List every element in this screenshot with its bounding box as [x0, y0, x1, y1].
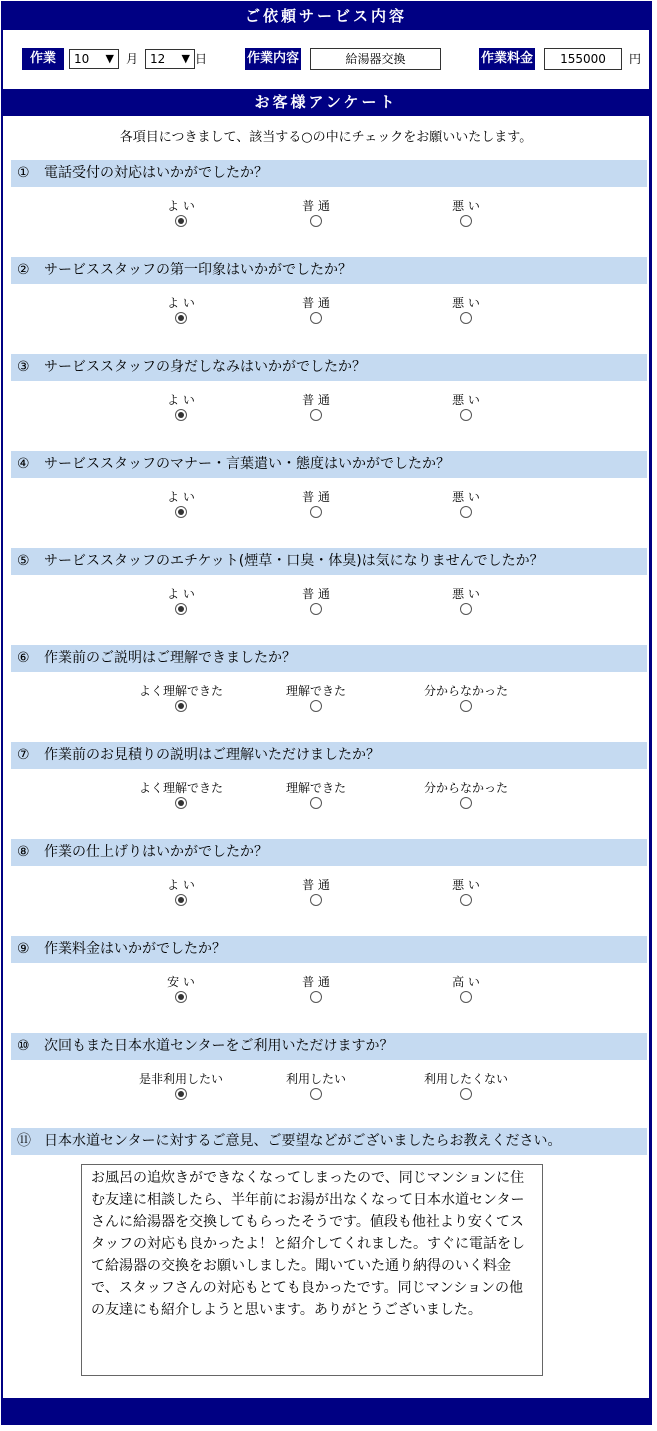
question-2-option-1[interactable]	[121, 295, 241, 327]
question-number: ④	[17, 456, 30, 472]
day-select[interactable]	[145, 49, 195, 69]
radio-button[interactable]	[310, 894, 322, 906]
question-10-option-1[interactable]	[121, 1071, 241, 1103]
survey-intro: 各項目につきまして、該当する○の中にチェックをお願いいたします。	[119, 130, 533, 145]
question-4-option-2[interactable]	[256, 489, 376, 521]
question-10-bar	[11, 1033, 647, 1060]
day-unit: 日	[195, 52, 208, 66]
question-4-bar	[11, 451, 647, 478]
question-2-bar	[11, 257, 647, 284]
question-text: サービススタッフの身だしなみはいかがでしたか？	[44, 359, 366, 375]
question-5-option-1[interactable]	[121, 586, 241, 618]
question-number: ⑩	[17, 1038, 30, 1054]
radio-button[interactable]	[310, 506, 322, 518]
survey-form	[1, 1, 652, 1425]
question-7-option-2[interactable]	[256, 780, 376, 812]
question-1-option-2[interactable]	[256, 198, 376, 230]
content-field[interactable]: 給湯器交換	[310, 48, 441, 70]
option-label: よく理解できた	[138, 781, 223, 795]
question-number: ⑨	[17, 941, 30, 957]
question-text: サービススタッフの第一印象はいかがでしたか？	[44, 262, 352, 278]
question-number: ①	[17, 165, 30, 181]
option-label: 悪 い	[452, 296, 480, 310]
question-9-option-3[interactable]	[406, 974, 526, 1006]
date-label: 作業日	[22, 48, 64, 70]
option-label: よ い	[167, 587, 195, 601]
comment-textarea[interactable]: お風呂の追炊きができなくなってしまったので、同じマンションに住む友達に相談したら、半年前にお湯が出なくなって日本水道センターさんに給湯器を交換してもらったそうです。値段も他社より安くてスタッフの対応も良かったよ！と紹介してくれました。すぐに電話をして給湯器の交換をお願いしました。聞いていた通り納得のいく料金で、スタッフさんの対応もとても良かったです。同じマンションの他の友達にも紹介しようと思います。ありがとうございました。	[81, 1164, 543, 1376]
question-6-option-1[interactable]	[121, 683, 241, 715]
option-label: 普 通	[302, 878, 330, 892]
month-select[interactable]	[69, 49, 119, 69]
question-text: 作業前のご説明はご理解できましたか？	[44, 650, 296, 666]
question-5-option-2[interactable]	[256, 586, 376, 618]
radio-button[interactable]	[310, 215, 322, 227]
question-11-bar	[11, 1128, 647, 1155]
question-number: ③	[17, 359, 30, 375]
question-text: 作業の仕上げりはいかがでしたか？	[44, 844, 268, 860]
question-6-bar	[11, 645, 647, 672]
option-label: 理解できた	[285, 781, 346, 795]
question-text: サービススタッフのマナー・言葉遣い・態度はいかがでしたか？	[44, 456, 450, 472]
question-5-bar	[11, 548, 647, 575]
option-label: 高 い	[452, 975, 480, 989]
question-1-bar	[11, 160, 647, 187]
radio-button[interactable]	[460, 603, 472, 615]
question-3-option-3[interactable]	[406, 392, 526, 424]
question-7-option-3[interactable]	[406, 780, 526, 812]
question-7-option-1[interactable]	[121, 780, 241, 812]
option-label: 悪 い	[452, 393, 480, 407]
fee-field[interactable]: 155000	[544, 48, 622, 70]
radio-button[interactable]	[310, 409, 322, 421]
option-label: よ い	[167, 878, 195, 892]
radio-button[interactable]	[460, 409, 472, 421]
option-label: 普 通	[302, 587, 330, 601]
option-label: よ い	[167, 490, 195, 504]
radio-button[interactable]	[310, 312, 322, 324]
option-label: 普 通	[302, 296, 330, 310]
radio-button[interactable]	[310, 1088, 322, 1100]
question-8-option-1[interactable]	[121, 877, 241, 909]
radio-button[interactable]	[175, 1088, 187, 1100]
option-label: 普 通	[302, 975, 330, 989]
option-label: 是非利用したい	[138, 1072, 223, 1086]
radio-button[interactable]	[175, 991, 187, 1003]
option-label: 悪 い	[452, 490, 480, 504]
content-label: 作業内容	[245, 48, 301, 70]
radio-button[interactable]	[310, 700, 322, 712]
question-8-option-3[interactable]	[406, 877, 526, 909]
question-10-option-2[interactable]	[256, 1071, 376, 1103]
fee-label: 作業料金	[479, 48, 535, 70]
day-value: 12	[150, 52, 166, 66]
question-1-option-3[interactable]	[406, 198, 526, 230]
radio-button[interactable]	[460, 991, 472, 1003]
question-text: 電話受付の対応はいかがでしたか？	[44, 165, 268, 181]
option-label: よ い	[167, 393, 195, 407]
radio-button[interactable]	[175, 700, 187, 712]
option-label: 安 い	[167, 975, 195, 989]
question-3-bar	[11, 354, 647, 381]
question-6-option-2[interactable]	[256, 683, 376, 715]
radio-button[interactable]	[460, 797, 472, 809]
option-label: 普 通	[302, 393, 330, 407]
radio-button[interactable]	[175, 603, 187, 615]
fee-unit: 円	[629, 52, 642, 66]
question-4-option-3[interactable]	[406, 489, 526, 521]
question-5-option-3[interactable]	[406, 586, 526, 618]
dropdown-arrow-icon: ▼	[105, 52, 114, 65]
option-label: 分からなかった	[423, 781, 508, 795]
question-9-option-1[interactable]	[121, 974, 241, 1006]
question-3-option-2[interactable]	[256, 392, 376, 424]
radio-button[interactable]	[175, 894, 187, 906]
option-label: よく理解できた	[138, 684, 223, 698]
radio-button[interactable]	[310, 991, 322, 1003]
option-label: 悪 い	[452, 587, 480, 601]
question-8-bar	[11, 839, 647, 866]
question-2-option-2[interactable]	[256, 295, 376, 327]
radio-button[interactable]	[175, 215, 187, 227]
radio-button[interactable]	[175, 506, 187, 518]
question-text: サービススタッフのエチケット(煙草・口臭・体臭)は気になりませんでしたか？	[44, 553, 544, 569]
question-text: 日本水道センターに対するご意見、ご要望などがございましたらお教えください。	[44, 1133, 562, 1149]
option-label: 理解できた	[285, 684, 346, 698]
question-6-option-3[interactable]	[406, 683, 526, 715]
service-header: ご依頼サービス内容	[3, 3, 649, 30]
radio-button[interactable]	[310, 797, 322, 809]
month-unit: 月	[126, 52, 139, 66]
option-label: よ い	[167, 199, 195, 213]
radio-button[interactable]	[175, 409, 187, 421]
option-label: 分からなかった	[423, 684, 508, 698]
question-number: ②	[17, 262, 30, 278]
question-3-option-1[interactable]	[121, 392, 241, 424]
radio-button[interactable]	[310, 603, 322, 615]
question-number: ⑪	[17, 1133, 31, 1149]
option-label: 利用したくない	[423, 1072, 508, 1086]
radio-button[interactable]	[175, 312, 187, 324]
option-label: 普 通	[302, 199, 330, 213]
radio-button[interactable]	[460, 700, 472, 712]
question-8-option-2[interactable]	[256, 877, 376, 909]
radio-button[interactable]	[460, 1088, 472, 1100]
month-value: 10	[74, 52, 90, 66]
option-label: 利用したい	[285, 1072, 346, 1086]
survey-header: お客様アンケート	[3, 89, 649, 116]
question-1-option-1[interactable]	[121, 198, 241, 230]
question-9-bar	[11, 936, 647, 963]
question-text: 作業前のお見積りの説明はご理解いただけましたか？	[44, 747, 380, 763]
option-label: 悪 い	[452, 878, 480, 892]
option-label: 悪 い	[452, 199, 480, 213]
question-text: 作業料金はいかがでしたか？	[44, 941, 226, 957]
radio-button[interactable]	[175, 797, 187, 809]
question-number: ⑦	[17, 747, 30, 763]
question-10-option-3[interactable]	[406, 1071, 526, 1103]
question-text: 次回もまた日本水道センターをご利用いただけますか？	[44, 1038, 394, 1054]
question-9-option-2[interactable]	[256, 974, 376, 1006]
question-number: ⑤	[17, 553, 30, 569]
option-label: 普 通	[302, 490, 330, 504]
radio-button[interactable]	[460, 215, 472, 227]
option-label: よ い	[167, 296, 195, 310]
radio-button[interactable]	[460, 506, 472, 518]
question-4-option-1[interactable]	[121, 489, 241, 521]
radio-button[interactable]	[460, 312, 472, 324]
question-7-bar	[11, 742, 647, 769]
dropdown-arrow-icon: ▼	[181, 52, 190, 65]
question-number: ⑧	[17, 844, 30, 860]
question-number: ⑥	[17, 650, 30, 666]
footer-bar	[3, 1398, 649, 1423]
radio-button[interactable]	[460, 894, 472, 906]
question-2-option-3[interactable]	[406, 295, 526, 327]
